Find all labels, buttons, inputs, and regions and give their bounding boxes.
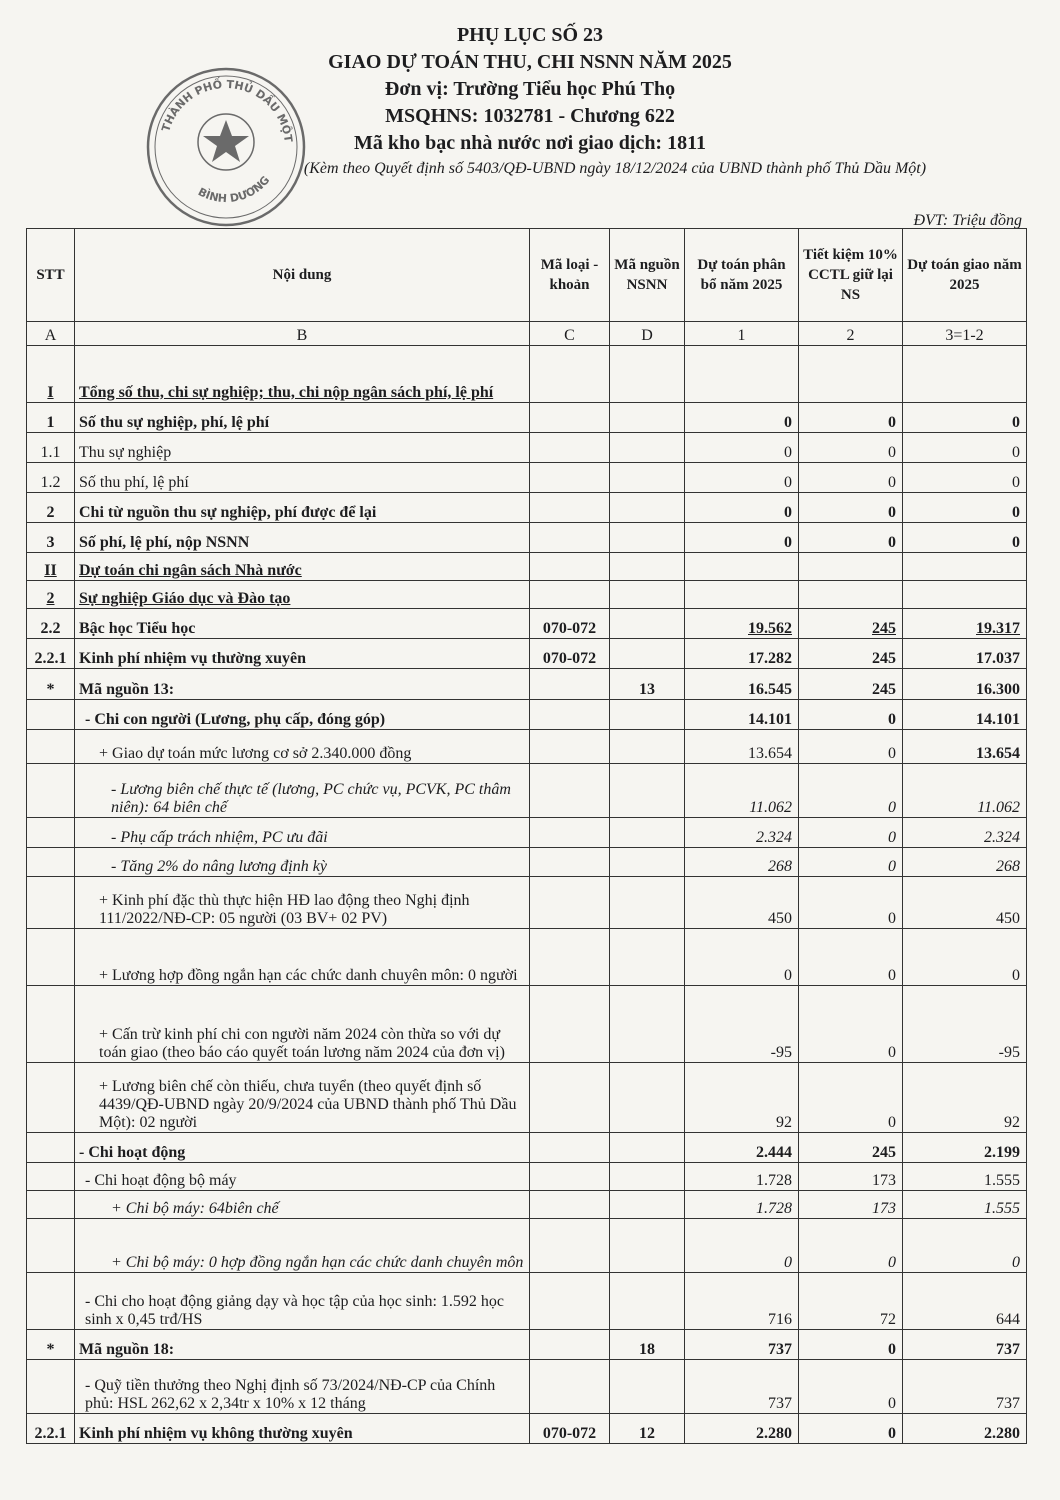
row-source-code: [610, 986, 685, 1063]
row-type-code: [530, 1191, 610, 1219]
row-content: Số phí, lệ phí, nộp NSNN: [75, 523, 530, 553]
row-allocated: 268: [685, 848, 799, 877]
row-assigned: 19.317: [903, 609, 1027, 639]
row-type-code: 070-072: [530, 609, 610, 639]
header-type-code: Mã loại - khoản: [530, 229, 610, 322]
row-content: - Lương biên chế thực tế (lương, PC chức vụ, PCVK, PC thâm niên): 64 biên chế: [75, 764, 530, 818]
row-type-code: [530, 553, 610, 581]
row-assigned: 0: [903, 523, 1027, 553]
row-type-code: [530, 463, 610, 493]
row-source-code: [610, 764, 685, 818]
table-row: [27, 730, 1027, 764]
row-source-code: [610, 1273, 685, 1330]
row-content: Thu sự nghiệp: [75, 433, 530, 463]
col-index: C: [530, 322, 610, 346]
row-allocated: 0: [685, 493, 799, 523]
header-assigned: Dự toán giao năm 2025: [903, 229, 1027, 322]
row-allocated: [685, 346, 799, 403]
row-content: + Cấn trừ kinh phí chi con người năm 2024 còn thừa so với dự toán giao (theo báo cáo quyết toán lương năm 2024 của đơn vị): [75, 986, 530, 1063]
row-assigned: 644: [903, 1273, 1027, 1330]
row-stt: 3: [27, 523, 75, 553]
svg-text:BÌNH DƯƠNG: BÌNH DƯƠNG: [195, 173, 273, 206]
row-savings: 245: [799, 1133, 903, 1163]
row-savings: 173: [799, 1163, 903, 1191]
row-assigned: 450: [903, 877, 1027, 929]
document-title: GIAO DỰ TOÁN THU, CHI NSNN NĂM 2025: [328, 51, 732, 73]
row-content: - Tăng 2% do nâng lương định kỳ: [75, 848, 530, 877]
row-type-code: [530, 581, 610, 609]
row-type-code: [530, 1360, 610, 1414]
row-assigned: 1.555: [903, 1191, 1027, 1219]
row-stt: 1.1: [27, 433, 75, 463]
col-index: 3=1-2: [903, 322, 1027, 346]
row-savings: 245: [799, 639, 903, 669]
row-source-code: 13: [610, 669, 685, 700]
row-source-code: [610, 1360, 685, 1414]
row-content: - Phụ cấp trách nhiệm, PC ưu đãi: [75, 818, 530, 848]
row-source-code: [610, 1163, 685, 1191]
row-content: Tổng số thu, chi sự nghiệp; thu, chi nộp ngân sách phí, lệ phí: [75, 346, 530, 403]
row-source-code: [610, 700, 685, 730]
row-stt: [27, 1360, 75, 1414]
row-stt: [27, 818, 75, 848]
row-stt: 2: [27, 581, 75, 609]
row-assigned: 0: [903, 929, 1027, 986]
row-stt: *: [27, 1330, 75, 1360]
row-source-code: [610, 403, 685, 433]
row-stt: 1: [27, 403, 75, 433]
row-stt: 2.2.1: [27, 1414, 75, 1444]
row-type-code: [530, 1063, 610, 1133]
row-allocated: 1.728: [685, 1163, 799, 1191]
row-savings: 245: [799, 609, 903, 639]
row-content: - Chi con người (Lương, phụ cấp, đóng góp): [75, 700, 530, 730]
row-savings: 0: [799, 463, 903, 493]
row-source-code: [610, 1133, 685, 1163]
row-content: Mã nguồn 13:: [75, 669, 530, 700]
row-type-code: [530, 929, 610, 986]
row-type-code: [530, 403, 610, 433]
header-stt: STT: [27, 229, 75, 322]
row-source-code: [610, 730, 685, 764]
row-savings: [799, 581, 903, 609]
row-savings: 0: [799, 848, 903, 877]
row-allocated: 716: [685, 1273, 799, 1330]
treasury-code: Mã kho bạc nhà nước nơi giao dịch: 1811: [354, 132, 706, 154]
appendix-title: PHỤ LỤC SỐ 23: [456, 24, 604, 46]
table-row: [27, 1273, 1027, 1330]
table-row: [27, 1360, 1027, 1414]
row-type-code: [530, 669, 610, 700]
row-assigned: [903, 346, 1027, 403]
col-index: A: [27, 322, 75, 346]
row-type-code: [530, 346, 610, 403]
row-stt: [27, 1133, 75, 1163]
row-savings: 0: [799, 1330, 903, 1360]
row-savings: [799, 553, 903, 581]
table-row: [27, 581, 1027, 609]
row-source-code: [610, 463, 685, 493]
table-row: [27, 403, 1027, 433]
row-savings: 0: [799, 929, 903, 986]
row-content: Kinh phí nhiệm vụ thường xuyên: [75, 639, 530, 669]
row-stt: [27, 929, 75, 986]
row-content: Dự toán chi ngân sách Nhà nước: [75, 553, 530, 581]
table-row: [27, 523, 1027, 553]
row-savings: 0: [799, 493, 903, 523]
row-savings: 0: [799, 523, 903, 553]
row-type-code: [530, 1273, 610, 1330]
row-allocated: 19.562: [685, 609, 799, 639]
row-source-code: [610, 1063, 685, 1133]
row-stt: [27, 1163, 75, 1191]
row-assigned: 2.199: [903, 1133, 1027, 1163]
row-content: + Chi bộ máy: 0 hợp đồng ngắn hạn các chức danh chuyên môn: [75, 1219, 530, 1273]
row-assigned: 2.324: [903, 818, 1027, 848]
row-content: - Quỹ tiền thưởng theo Nghị định số 73/2024/NĐ-CP của Chính phủ: HSL 262,62 x 2,34tr x 10% x 12 tháng: [75, 1360, 530, 1414]
row-savings: 0: [799, 1360, 903, 1414]
table-row: [27, 1219, 1027, 1273]
table-row: [27, 848, 1027, 877]
row-allocated: 92: [685, 1063, 799, 1133]
row-allocated: 1.728: [685, 1191, 799, 1219]
row-assigned: 0: [903, 433, 1027, 463]
row-allocated: 0: [685, 463, 799, 493]
row-stt: [27, 1191, 75, 1219]
row-content: + Lương hợp đồng ngắn hạn các chức danh chuyên môn: 0 người: [75, 929, 530, 986]
table-row: [27, 609, 1027, 639]
row-allocated: 2.280: [685, 1414, 799, 1444]
table-row: [27, 553, 1027, 581]
row-stt: [27, 877, 75, 929]
row-assigned: 737: [903, 1360, 1027, 1414]
header-content: Nội dung: [75, 229, 530, 322]
budget-table: [26, 228, 1027, 1444]
row-stt: [27, 848, 75, 877]
header-savings: Tiết kiệm 10% CCTL giữ lại NS: [799, 229, 903, 322]
row-source-code: [610, 493, 685, 523]
row-allocated: 2.444: [685, 1133, 799, 1163]
table-row: [27, 493, 1027, 523]
row-savings: 0: [799, 403, 903, 433]
row-allocated: 13.654: [685, 730, 799, 764]
row-assigned: [903, 581, 1027, 609]
row-stt: II: [27, 553, 75, 581]
row-type-code: [530, 818, 610, 848]
row-assigned: 14.101: [903, 700, 1027, 730]
row-assigned: 1.555: [903, 1163, 1027, 1191]
row-source-code: [610, 1191, 685, 1219]
row-allocated: [685, 553, 799, 581]
row-stt: [27, 1063, 75, 1133]
row-assigned: [903, 553, 1027, 581]
row-savings: 0: [799, 433, 903, 463]
row-allocated: 0: [685, 403, 799, 433]
currency-unit: ĐVT: Triệu đồng: [913, 212, 1022, 229]
row-stt: 2.2: [27, 609, 75, 639]
row-source-code: 18: [610, 1330, 685, 1360]
row-savings: [799, 346, 903, 403]
row-stt: [27, 700, 75, 730]
table-row: [27, 764, 1027, 818]
row-type-code: 070-072: [530, 639, 610, 669]
decision-note: (Kèm theo Quyết định số 5403/QĐ-UBND ngày 18/12/2024 của UBND thành phố Thủ Dầu Một): [303, 160, 927, 177]
row-content: Chi từ nguồn thu sự nghiệp, phí được để lại: [75, 493, 530, 523]
row-allocated: 16.545: [685, 669, 799, 700]
row-assigned: 11.062: [903, 764, 1027, 818]
row-assigned: 0: [903, 403, 1027, 433]
col-index: 1: [685, 322, 799, 346]
row-stt: [27, 764, 75, 818]
row-assigned: 0: [903, 1219, 1027, 1273]
row-assigned: 16.300: [903, 669, 1027, 700]
row-stt: 2.2.1: [27, 639, 75, 669]
row-allocated: 0: [685, 1219, 799, 1273]
row-source-code: [610, 553, 685, 581]
row-allocated: 14.101: [685, 700, 799, 730]
row-allocated: 17.282: [685, 639, 799, 669]
row-savings: 0: [799, 730, 903, 764]
row-source-code: [610, 433, 685, 463]
row-allocated: 737: [685, 1360, 799, 1414]
row-savings: 0: [799, 1414, 903, 1444]
row-source-code: [610, 848, 685, 877]
row-stt: *: [27, 669, 75, 700]
row-source-code: [610, 581, 685, 609]
row-allocated: 0: [685, 929, 799, 986]
row-assigned: 0: [903, 493, 1027, 523]
table-row: [27, 346, 1027, 403]
row-savings: 0: [799, 1219, 903, 1273]
row-source-code: [610, 877, 685, 929]
row-content: + Lương biên chế còn thiếu, chưa tuyển (theo quyết định số 4439/QĐ-UBND ngày 20/9/2024 của UBND thành phố Thủ Dầu Một): 02 người: [75, 1063, 530, 1133]
unit-name: Đơn vị: Trường Tiểu học Phú Thọ: [384, 78, 676, 100]
row-allocated: [685, 581, 799, 609]
row-type-code: [530, 493, 610, 523]
table-row: [27, 1133, 1027, 1163]
row-source-code: [610, 346, 685, 403]
table-header-row: [27, 229, 1027, 322]
header-allocated: Dự toán phân bổ năm 2025: [685, 229, 799, 322]
row-assigned: 17.037: [903, 639, 1027, 669]
row-source-code: [610, 609, 685, 639]
row-stt: [27, 730, 75, 764]
table-row: [27, 877, 1027, 929]
row-allocated: -95: [685, 986, 799, 1063]
row-savings: 72: [799, 1273, 903, 1330]
row-stt: [27, 1219, 75, 1273]
table-row: [27, 433, 1027, 463]
row-content: Mã nguồn 18:: [75, 1330, 530, 1360]
row-assigned: 13.654: [903, 730, 1027, 764]
row-content: - Chi hoạt động bộ máy: [75, 1163, 530, 1191]
row-savings: 0: [799, 1063, 903, 1133]
row-allocated: 2.324: [685, 818, 799, 848]
row-type-code: [530, 700, 610, 730]
row-savings: 173: [799, 1191, 903, 1219]
row-savings: 0: [799, 764, 903, 818]
row-source-code: 12: [610, 1414, 685, 1444]
table-row: [27, 1414, 1027, 1444]
row-assigned: 2.280: [903, 1414, 1027, 1444]
table-row: [27, 1330, 1027, 1360]
row-source-code: [610, 1219, 685, 1273]
col-index: D: [610, 322, 685, 346]
row-stt: [27, 986, 75, 1063]
row-content: - Chi hoạt động: [75, 1133, 530, 1163]
row-savings: 245: [799, 669, 903, 700]
header-source-code: Mã nguồn NSNN: [610, 229, 685, 322]
table-row: [27, 1163, 1027, 1191]
row-type-code: [530, 1133, 610, 1163]
table-row: [27, 986, 1027, 1063]
row-content: + Giao dự toán mức lương cơ sở 2.340.000 đồng: [75, 730, 530, 764]
row-stt: [27, 1273, 75, 1330]
table-row: [27, 700, 1027, 730]
row-type-code: 070-072: [530, 1414, 610, 1444]
table-row: [27, 639, 1027, 669]
row-stt: I: [27, 346, 75, 403]
row-type-code: [530, 1163, 610, 1191]
row-allocated: 11.062: [685, 764, 799, 818]
official-seal-stamp: [137, 62, 315, 232]
row-assigned: 0: [903, 463, 1027, 493]
row-savings: 0: [799, 877, 903, 929]
row-stt: 2: [27, 493, 75, 523]
col-index: B: [75, 322, 530, 346]
row-type-code: [530, 848, 610, 877]
row-type-code: [530, 877, 610, 929]
row-savings: 0: [799, 818, 903, 848]
table-row: [27, 818, 1027, 848]
table-row: [27, 463, 1027, 493]
table-row: [27, 1063, 1027, 1133]
row-type-code: [530, 764, 610, 818]
column-index-row: [27, 322, 1027, 346]
row-stt: 1.2: [27, 463, 75, 493]
row-allocated: 737: [685, 1330, 799, 1360]
row-content: + Kinh phí đặc thù thực hiện HĐ lao động theo Nghị định 111/2022/NĐ-CP: 05 người (03 BV+ 02 PV): [75, 877, 530, 929]
row-source-code: [610, 523, 685, 553]
row-content: Số thu sự nghiệp, phí, lệ phí: [75, 403, 530, 433]
row-savings: 0: [799, 986, 903, 1063]
row-allocated: 0: [685, 433, 799, 463]
col-index: 2: [799, 322, 903, 346]
budget-code: MSQHNS: 1032781 - Chương 622: [385, 105, 675, 127]
row-content: + Chi bộ máy: 64biên chế: [75, 1191, 530, 1219]
table-row: [27, 1191, 1027, 1219]
row-type-code: [530, 986, 610, 1063]
row-allocated: 0: [685, 523, 799, 553]
row-type-code: [530, 433, 610, 463]
row-assigned: -95: [903, 986, 1027, 1063]
row-content: Kinh phí nhiệm vụ không thường xuyên: [75, 1414, 530, 1444]
row-content: Bậc học Tiểu học: [75, 609, 530, 639]
row-type-code: [530, 1219, 610, 1273]
row-type-code: [530, 730, 610, 764]
row-assigned: 92: [903, 1063, 1027, 1133]
row-allocated: 450: [685, 877, 799, 929]
svg-text:THÀNH PHỐ THỦ DẦU MỘT: THÀNH PHỐ THỦ DẦU MỘT: [159, 77, 295, 144]
row-assigned: 268: [903, 848, 1027, 877]
row-content: Số thu phí, lệ phí: [75, 463, 530, 493]
row-savings: 0: [799, 700, 903, 730]
row-source-code: [610, 929, 685, 986]
row-assigned: 737: [903, 1330, 1027, 1360]
row-content: Sự nghiệp Giáo dục và Đào tạo: [75, 581, 530, 609]
row-source-code: [610, 639, 685, 669]
row-content: - Chi cho hoạt động giảng dạy và học tập của học sinh: 1.592 học sinh x 0,45 trđ/HS: [75, 1273, 530, 1330]
row-type-code: [530, 523, 610, 553]
table-row: [27, 669, 1027, 700]
row-type-code: [530, 1330, 610, 1360]
table-row: [27, 929, 1027, 986]
row-source-code: [610, 818, 685, 848]
